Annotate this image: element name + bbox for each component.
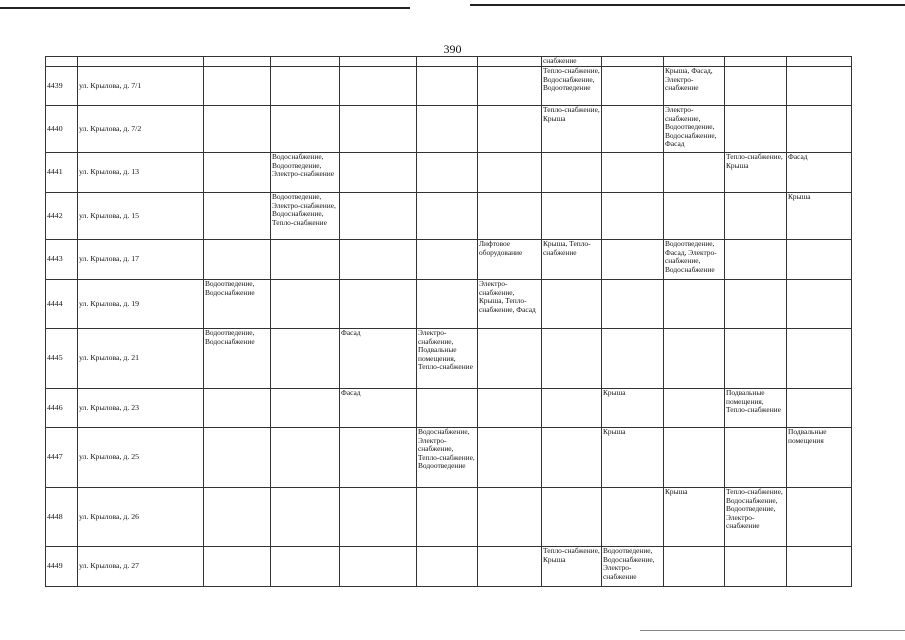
work-type-cell: Тепло-снабжение, Крыша xyxy=(725,153,787,193)
work-type-cell xyxy=(542,280,602,329)
carry-over-row xyxy=(46,57,852,67)
work-type-cell xyxy=(271,547,340,587)
work-type-cell xyxy=(664,280,725,329)
work-type-cell xyxy=(478,329,542,389)
work-type-cell xyxy=(478,153,542,193)
work-type-cell xyxy=(602,240,664,280)
work-type-cell: Фасад xyxy=(340,329,417,389)
work-type-cell xyxy=(542,389,602,428)
work-type-cell xyxy=(417,547,478,587)
work-type-cell xyxy=(340,240,417,280)
work-type-cell xyxy=(787,240,852,280)
work-type-cell xyxy=(340,153,417,193)
work-type-cell: Водоотведение, Водоснабжение, Электро-снабжение xyxy=(602,547,664,587)
work-type-cell: Тепло-снабжение, Крыша xyxy=(542,547,602,587)
work-type-cell xyxy=(417,389,478,428)
table-cell xyxy=(602,57,664,67)
table-row xyxy=(46,193,852,240)
work-type-cell xyxy=(602,67,664,106)
row-number: 4443 xyxy=(46,240,78,280)
table-row xyxy=(46,547,852,587)
work-type-cell xyxy=(542,329,602,389)
work-type-cell xyxy=(787,329,852,389)
work-type-cell xyxy=(787,547,852,587)
work-type-cell xyxy=(602,329,664,389)
work-type-cell: Крыша, Фасад, Электро-снабжение xyxy=(664,67,725,106)
work-type-cell xyxy=(725,547,787,587)
work-type-cell: Крыша xyxy=(787,193,852,240)
table-row xyxy=(46,153,852,193)
work-type-cell xyxy=(271,329,340,389)
row-number: 4444 xyxy=(46,280,78,329)
work-type-cell xyxy=(271,67,340,106)
work-type-cell xyxy=(542,428,602,488)
work-type-cell: Крыша xyxy=(664,488,725,547)
work-type-cell xyxy=(417,488,478,547)
work-type-cell xyxy=(787,67,852,106)
work-type-cell xyxy=(271,389,340,428)
work-type-cell xyxy=(417,193,478,240)
address-cell: ул. Крылова, д. 27 xyxy=(78,547,204,587)
repair-schedule-table xyxy=(45,56,852,587)
work-type-cell xyxy=(602,106,664,153)
work-type-cell xyxy=(204,488,271,547)
work-type-cell: Крыша, Тепло-снабжение xyxy=(542,240,602,280)
address-cell: ул. Крылова, д. 19 xyxy=(78,280,204,329)
work-type-cell xyxy=(340,106,417,153)
work-type-cell: Подвальные помещения, Тепло-снабжение xyxy=(725,389,787,428)
work-type-cell xyxy=(204,193,271,240)
table-row xyxy=(46,329,852,389)
table-cell xyxy=(46,57,78,67)
row-number: 4448 xyxy=(46,488,78,547)
work-type-cell: Электро-снабжение, Подвальные помещения, Тепло-снабжение xyxy=(417,329,478,389)
address-cell: ул. Крылова, д. 13 xyxy=(78,153,204,193)
table-cell xyxy=(340,57,417,67)
work-type-cell xyxy=(664,153,725,193)
work-type-cell xyxy=(787,389,852,428)
work-type-cell xyxy=(725,67,787,106)
work-type-cell xyxy=(204,547,271,587)
work-type-cell xyxy=(602,193,664,240)
work-type-cell: Тепло-снабжение, Крыша xyxy=(542,106,602,153)
address-cell: ул. Крылова, д. 7/1 xyxy=(78,67,204,106)
work-type-cell xyxy=(417,240,478,280)
work-type-cell xyxy=(340,488,417,547)
work-type-cell xyxy=(664,547,725,587)
work-type-cell xyxy=(725,329,787,389)
work-type-cell xyxy=(204,240,271,280)
address-cell: ул. Крылова, д. 7/2 xyxy=(78,106,204,153)
work-type-cell xyxy=(664,329,725,389)
row-number: 4446 xyxy=(46,389,78,428)
address-cell: ул. Крылова, д. 15 xyxy=(78,193,204,240)
work-type-cell xyxy=(478,389,542,428)
work-type-cell: Тепло-снабжение, Водоснабжение, Водоотведение, Электро-снабжение xyxy=(725,488,787,547)
work-type-cell xyxy=(602,153,664,193)
work-type-cell xyxy=(725,240,787,280)
table-cell xyxy=(204,57,271,67)
address-cell: ул. Крылова, д. 21 xyxy=(78,329,204,389)
work-type-cell xyxy=(478,106,542,153)
work-type-cell xyxy=(664,389,725,428)
table-cell: снабжение xyxy=(542,57,602,67)
work-type-cell: Крыша xyxy=(602,428,664,488)
work-type-cell xyxy=(417,280,478,329)
work-type-cell xyxy=(204,106,271,153)
table-row xyxy=(46,280,852,329)
row-number: 4445 xyxy=(46,329,78,389)
work-type-cell xyxy=(664,193,725,240)
row-number: 4442 xyxy=(46,193,78,240)
work-type-cell xyxy=(417,106,478,153)
work-type-cell xyxy=(542,193,602,240)
work-type-cell xyxy=(478,488,542,547)
work-type-cell xyxy=(787,280,852,329)
row-number: 4439 xyxy=(46,67,78,106)
work-type-cell xyxy=(725,106,787,153)
page-number: 390 xyxy=(443,42,462,56)
scan-top-line-left xyxy=(0,7,410,9)
work-type-cell xyxy=(725,280,787,329)
work-type-cell xyxy=(787,106,852,153)
work-type-cell: Водоотведение, Фасад, Электро-снабжение, Водоснабжение xyxy=(664,240,725,280)
work-type-cell: Лифтовое оборудование xyxy=(478,240,542,280)
table-row xyxy=(46,389,852,428)
work-type-cell xyxy=(340,547,417,587)
work-type-cell xyxy=(542,153,602,193)
table-row xyxy=(46,240,852,280)
work-type-cell xyxy=(478,428,542,488)
scan-bottom-line xyxy=(640,630,905,631)
work-type-cell xyxy=(542,488,602,547)
work-type-cell: Водоотведение, Водоснабжение xyxy=(204,280,271,329)
table-cell xyxy=(787,57,852,67)
work-type-cell: Подвальные помещения xyxy=(787,428,852,488)
work-type-cell: Фасад xyxy=(787,153,852,193)
address-cell: ул. Крылова, д. 17 xyxy=(78,240,204,280)
work-type-cell: Тепло-снабжение, Водоснабжение, Водоотведение xyxy=(542,67,602,106)
work-type-cell xyxy=(340,280,417,329)
work-type-cell: Водоотведение, Водоснабжение xyxy=(204,329,271,389)
work-type-cell xyxy=(725,428,787,488)
row-number: 4440 xyxy=(46,106,78,153)
work-type-cell xyxy=(204,67,271,106)
work-type-cell xyxy=(340,193,417,240)
row-number: 4449 xyxy=(46,547,78,587)
work-type-cell: Электро-снабжение, Водоотведение, Водоснабжение, Фасад xyxy=(664,106,725,153)
work-type-cell xyxy=(417,67,478,106)
work-type-cell xyxy=(271,488,340,547)
table-cell xyxy=(664,57,725,67)
table-cell xyxy=(271,57,340,67)
work-type-cell: Фасад xyxy=(340,389,417,428)
work-type-cell xyxy=(271,428,340,488)
table-cell xyxy=(78,57,204,67)
work-type-cell xyxy=(340,67,417,106)
work-type-cell xyxy=(478,193,542,240)
work-type-cell xyxy=(204,153,271,193)
work-type-cell: Водоснабжение, Электро-снабжение, Тепло-снабжение, Водоотведение xyxy=(417,428,478,488)
work-type-cell xyxy=(478,547,542,587)
work-type-cell xyxy=(664,428,725,488)
scan-top-line-right xyxy=(470,4,905,6)
address-cell: ул. Крылова, д. 26 xyxy=(78,488,204,547)
table-cell xyxy=(417,57,478,67)
work-type-cell: Электро-снабжение, Крыша, Тепло-снабжение, Фасад xyxy=(478,280,542,329)
table-row xyxy=(46,67,852,106)
work-type-cell xyxy=(271,106,340,153)
row-number: 4441 xyxy=(46,153,78,193)
work-type-cell: Крыша xyxy=(602,389,664,428)
table-row xyxy=(46,106,852,153)
work-type-cell xyxy=(602,280,664,329)
table-cell xyxy=(478,57,542,67)
row-number: 4447 xyxy=(46,428,78,488)
work-type-cell xyxy=(204,389,271,428)
address-cell: ул. Крылова, д. 23 xyxy=(78,389,204,428)
work-type-cell xyxy=(725,193,787,240)
work-type-cell: Водоотведение, Электро-снабжение, Водоснабжение, Тепло-снабжение xyxy=(271,193,340,240)
work-type-cell xyxy=(271,280,340,329)
work-type-cell xyxy=(204,428,271,488)
table-cell xyxy=(725,57,787,67)
address-cell: ул. Крылова, д. 25 xyxy=(78,428,204,488)
work-type-cell xyxy=(271,240,340,280)
table-row xyxy=(46,428,852,488)
work-type-cell xyxy=(787,488,852,547)
work-type-cell xyxy=(478,67,542,106)
table-row xyxy=(46,488,852,547)
work-type-cell xyxy=(340,428,417,488)
work-type-cell xyxy=(602,488,664,547)
work-type-cell xyxy=(417,153,478,193)
work-type-cell: Водоснабжение, Водоотведение, Электро-снабжение xyxy=(271,153,340,193)
